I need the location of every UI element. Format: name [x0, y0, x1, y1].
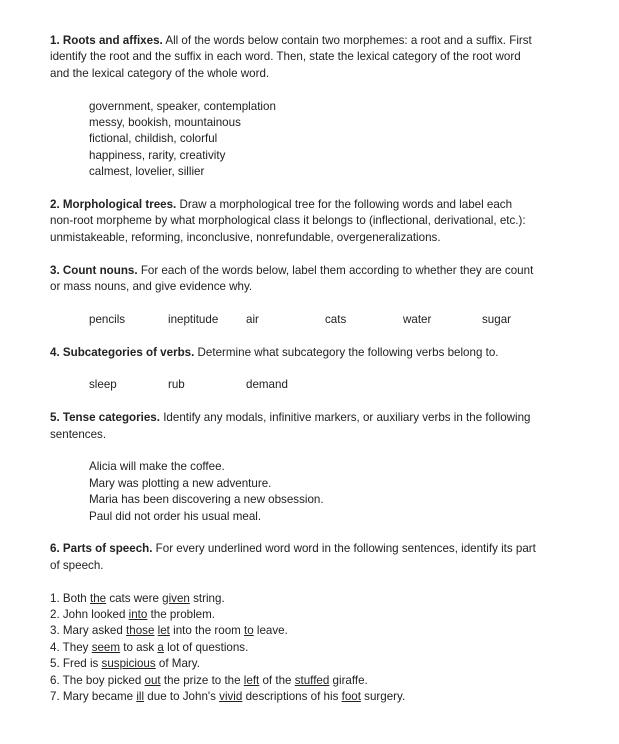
section-5-sentence-list: [89, 459, 562, 525]
verb-word: sleep: [89, 378, 117, 392]
section-1-text-a: All of the words below contain two morphemes: a root and a suffix. First: [162, 34, 532, 47]
noun-word: water: [403, 312, 432, 326]
underlined-word: out: [144, 673, 161, 687]
underlined-word: let: [157, 624, 170, 638]
section-5-prompt: [50, 410, 562, 443]
section-6-prompt: [50, 541, 562, 574]
tense-sentence: Alicia will make the coffee.: [89, 460, 225, 474]
underlined-word: vivid: [219, 690, 243, 704]
section-6-text-b: of speech.: [50, 558, 104, 572]
pos-sentence: 3. Mary asked those let into the room to leave.: [50, 624, 288, 638]
word-list-line: fictional, childish, colorful: [89, 132, 218, 146]
underlined-word: suspicious: [101, 657, 156, 671]
section-3-text-b: or mass nouns, and give evidence why.: [50, 280, 253, 294]
section-2-title: 2. Morphological trees.: [50, 198, 177, 212]
underlined-word: ill: [136, 690, 145, 704]
section-1-text-c: and the lexical category of the whole word.: [50, 66, 270, 80]
section-verb-subcategories: [50, 345, 562, 394]
noun-word: sugar: [482, 312, 512, 326]
section-3-prompt: [50, 263, 562, 296]
section-6-title: 6. Parts of speech.: [50, 542, 153, 556]
word-list-line: calmest, lovelier, sillier: [89, 165, 205, 179]
section-3-word-row: [89, 312, 562, 328]
section-2-text-b: non-root morpheme by what morphological class it belongs to (inflectional, derivational, etc.):: [50, 214, 526, 228]
section-tense-categories: [50, 410, 562, 525]
section-4-prompt: [50, 345, 562, 361]
noun-word: air: [246, 312, 259, 326]
underlined-word: to: [244, 624, 254, 638]
section-parts-of-speech: [50, 541, 562, 705]
section-roots-affixes: [50, 33, 562, 181]
section-5-text-b: sentences.: [50, 427, 107, 441]
section-1-word-list: [89, 99, 562, 181]
section-3-title: 3. Count nouns.: [50, 263, 138, 277]
underlined-word: a: [157, 640, 164, 654]
section-6-text-a: For every underlined word word in the following sentences, identify its part: [152, 542, 536, 556]
verb-word: demand: [246, 378, 288, 392]
underlined-word: those: [126, 624, 155, 638]
section-5-text-a: Identify any modals, infinitive markers, or auxiliary verbs in the following: [159, 411, 531, 425]
noun-word: ineptitude: [168, 312, 219, 326]
noun-word: pencils: [89, 312, 126, 326]
section-count-nouns: [50, 263, 562, 329]
word-list-line: government, speaker, contemplation: [89, 99, 276, 113]
section-3-text-a: For each of the words below, label them according to whether they are count: [137, 263, 534, 277]
section-2-text-a: Draw a morphological tree for the following words and label each: [176, 198, 513, 212]
tense-sentence: Maria has been discovering a new obsession.: [89, 493, 324, 507]
section-morphological-trees: [50, 197, 562, 246]
section-1-title: 1. Roots and affixes.: [50, 34, 163, 47]
section-4-title: 4. Subcategories of verbs.: [50, 345, 195, 359]
section-4-word-row: [89, 377, 562, 393]
pos-sentence: 5. Fred is suspicious of Mary.: [50, 657, 200, 671]
worksheet: [50, 33, 562, 705]
pos-sentence: 7. Mary became ill due to John's vivid descriptions of his foot surgery.: [50, 690, 406, 704]
word-list-line: messy, bookish, mountainous: [89, 116, 241, 130]
underlined-word: the: [89, 591, 107, 605]
word-list-line: happiness, rarity, creativity: [89, 148, 226, 162]
underlined-word: stuffed: [294, 673, 330, 687]
verb-word: rub: [168, 378, 185, 392]
pos-sentence: 2. John looked into the problem.: [50, 608, 216, 622]
underlined-word: foot: [341, 690, 361, 704]
section-5-title: 5. Tense categories.: [50, 411, 160, 425]
tense-sentence: Mary was plotting a new adventure.: [89, 476, 272, 490]
noun-word: cats: [325, 312, 347, 326]
section-4-text-a: Determine what subcategory the following verbs belong to.: [194, 345, 499, 359]
underlined-word: seem: [91, 640, 121, 654]
section-1-text-b: identify the root and the suffix in each word. Then, state the lexical category of the root word: [50, 50, 521, 64]
pos-sentence: 4. They seem to ask a lot of questions.: [50, 640, 249, 654]
section-2-prompt: [50, 197, 562, 246]
underlined-word: into: [128, 608, 148, 622]
underlined-word: left: [243, 673, 260, 687]
underlined-word: given: [162, 591, 190, 605]
tense-sentence: Paul did not order his usual meal.: [89, 509, 262, 523]
pos-sentence: 1. Both the cats were given string.: [50, 591, 225, 605]
section-2-text-c: unmistakeable, reforming, inconclusive, nonrefundable, overgeneralizations.: [50, 230, 441, 244]
section-1-prompt: [50, 33, 562, 82]
section-6-sentence-list: [50, 591, 562, 706]
pos-sentence: 6. The boy picked out the prize to the left of the stuffed giraffe.: [50, 673, 368, 687]
